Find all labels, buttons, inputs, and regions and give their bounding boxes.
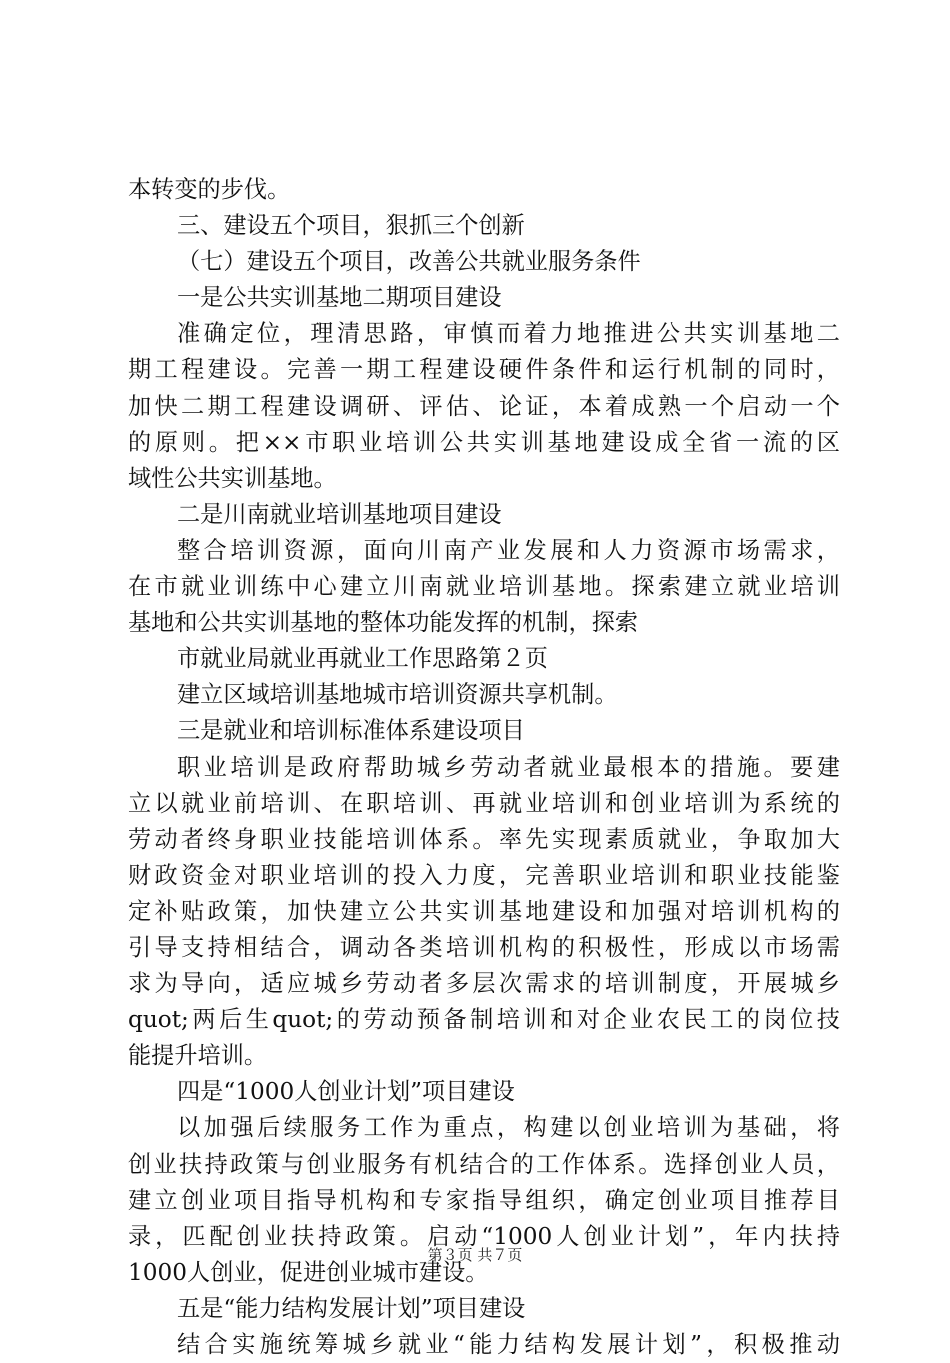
text-line: 三是就业和培训标准体系建设项目 [177, 717, 525, 745]
text-line: 一是公共实训基地二期项目建设 [177, 284, 502, 312]
text-line: 职业培训是政府帮助城乡劳动者就业最根本的措施。要建 [177, 753, 840, 781]
document-body [128, 172, 840, 1363]
text-line: 创业扶持政策与创业服务有机结合的工作体系。选择创业人员， [128, 1150, 840, 1178]
text-line: 基地和公共实训基地的整体功能发挥的机制，探索 [128, 609, 639, 637]
text-line: 引导支持相结合，调动各类培训机构的积极性，形成以市场需 [128, 933, 840, 961]
text-line: 1000人创业，促进创业城市建设。 [128, 1258, 489, 1286]
text-line: 在市就业训练中心建立川南就业培训基地。探索建立就业培训 [128, 573, 840, 601]
text-line: 财政资金对职业培训的投入力度，完善职业培训和职业技能鉴 [128, 861, 840, 889]
text-line: 能提升培训。 [128, 1042, 268, 1070]
text-line: 录，匹配创业扶持政策。启动“1000人创业计划”，年内扶持 [128, 1222, 840, 1250]
text-line: 定补贴政策，加快建立公共实训基地建设和加强对培训机构的 [128, 897, 840, 925]
text-line: 建立创业项目指导机构和专家指导组织，确定创业项目推荐目 [128, 1186, 840, 1214]
text-line: 求为导向，适应城乡劳动者多层次需求的培训制度，开展城乡 [128, 970, 840, 998]
text-line: quot;两后生quot;的劳动预备制培训和对企业农民工的岗位技 [128, 1006, 840, 1034]
text-line: 结合实施统筹城乡就业“能力结构发展计划”，积极推动 [177, 1331, 840, 1358]
text-line: 立以就业前培训、在职培训、再就业培训和创业培训为系统的 [128, 789, 840, 817]
text-line: 期工程建设。完善一期工程建设硬件条件和运行机制的同时， [128, 356, 840, 384]
text-line: 以加强后续服务工作为重点，构建以创业培训为基础，将 [177, 1114, 840, 1142]
text-line: 整合培训资源，面向川南产业发展和人力资源市场需求， [177, 536, 840, 564]
text-line: 二是川南就业培训基地项目建设 [177, 500, 502, 528]
page-footer: 第３页 共７页 [427, 1246, 523, 1264]
text-line: （七）建设五个项目，改善公共就业服务条件 [177, 248, 641, 276]
text-line: 建立区域培训基地城市培训资源共享机制。 [177, 681, 618, 709]
text-line: 的原则。把××市职业培训公共实训基地建设成全省一流的区 [128, 428, 840, 456]
text-line: 五是“能力结构发展计划”项目建设 [177, 1294, 526, 1322]
text-line: 本转变的步伐。 [128, 176, 291, 203]
text-line: 加快二期工程建设调研、评估、论证，本着成熟一个启动一个 [128, 392, 840, 420]
text-line: 四是“1000人创业计划”项目建设 [177, 1078, 515, 1106]
text-line: 准确定位，理清思路，审慎而着力地推进公共实训基地二 [177, 320, 840, 348]
text-line: 劳动者终身职业技能培训体系。率先实现素质就业，争取加大 [128, 825, 840, 853]
text-line: 域性公共实训基地。 [128, 464, 337, 492]
text-line: 三、建设五个项目，狠抓三个创新 [177, 212, 525, 240]
text-line: 市就业局就业再就业工作思路第２页 [177, 645, 548, 673]
